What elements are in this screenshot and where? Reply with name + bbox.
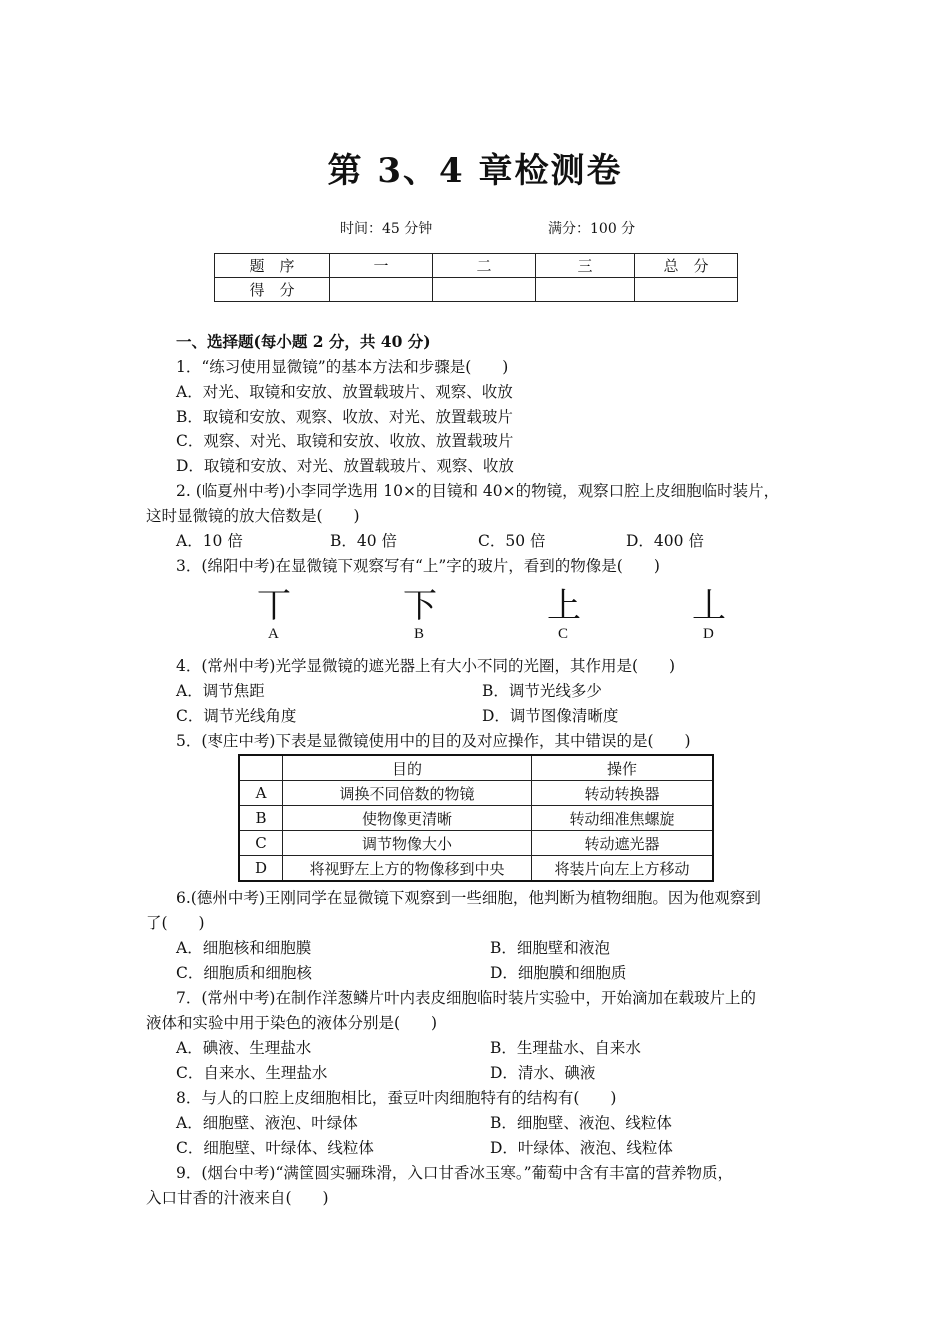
score-header-cell: 题 序	[215, 254, 330, 278]
option: B．细胞壁、液泡、线粒体	[490, 1114, 672, 1132]
table-row	[239, 856, 713, 882]
table-cell: C	[239, 831, 283, 856]
option: B．调节光线多少	[482, 682, 602, 700]
option: B．40 倍	[330, 532, 398, 550]
table-header-cell: 目的	[283, 755, 532, 781]
question-stem-cont: 这时显微镜的放大倍数是( )	[146, 507, 360, 525]
option: A．对光、取镜和安放、放置载玻片、观察、收放	[176, 383, 513, 401]
glyph-label: A	[268, 626, 279, 642]
option: B．生理盐水、自来水	[490, 1039, 641, 1057]
table-cell: 调换不同倍数的物镜	[283, 781, 532, 806]
table-header-cell: 操作	[532, 755, 714, 781]
glyph-option-b: 下	[403, 586, 437, 626]
score-table	[214, 253, 738, 302]
table-header-cell	[239, 755, 283, 781]
table-cell: 调节物像大小	[283, 831, 532, 856]
score-row-label: 得 分	[215, 278, 330, 302]
table-row	[239, 806, 713, 831]
table-cell: 将视野左上方的物像移到中央	[283, 856, 532, 882]
table-cell: D	[239, 856, 283, 882]
score-cell[interactable]	[433, 278, 536, 302]
option: A．碘液、生理盐水	[176, 1039, 312, 1057]
score-header-cell: 二	[433, 254, 536, 278]
option: D．400 倍	[626, 532, 704, 550]
option: A．10 倍	[176, 532, 243, 550]
option: A．调节焦距	[176, 682, 265, 700]
table-cell: 转动细准焦螺旋	[532, 806, 714, 831]
glyph-option-a: 丅	[257, 586, 291, 626]
score-header-cell: 三	[536, 254, 635, 278]
page-title: 第 3、4 章检测卷	[327, 151, 623, 191]
option: C．观察、对光、取镜和安放、收放、放置载玻片	[176, 432, 514, 450]
question-stem: 3．(绵阳中考)在显微镜下观察写有“上”字的玻片，看到的物像是( )	[176, 557, 660, 575]
option: D．叶绿体、液泡、线粒体	[490, 1139, 673, 1157]
table-cell: 转动遮光器	[532, 831, 714, 856]
glyph-option-d: 丄	[692, 586, 726, 626]
table-cell: 将装片向左上方移动	[532, 856, 714, 882]
table-cell: A	[239, 781, 283, 806]
option: C．调节光线角度	[176, 707, 297, 725]
question-stem: 8．与人的口腔上皮细胞相比，蚕豆叶肉细胞特有的结构有( )	[176, 1089, 617, 1107]
table-row	[239, 781, 713, 806]
option: C．细胞质和细胞核	[176, 964, 312, 982]
question-stem: 9．(烟台中考)“满筐圆实骊珠滑，入口甘香冰玉寒。”葡萄中含有丰富的营养物质，	[176, 1164, 734, 1182]
table-cell: B	[239, 806, 283, 831]
question-stem-cont: 液体和实验中用于染色的液体分别是( )	[146, 1014, 438, 1032]
question-stem: 5．(枣庄中考)下表是显微镜使用中的目的及对应操作，其中错误的是( )	[176, 732, 691, 750]
question-stem: 2. (临夏州中考)小李同学选用 10×的目镜和 40×的物镜，观察口腔上皮细胞临时装片，	[176, 482, 780, 500]
option: D．取镜和安放、对光、放置载玻片、观察、收放	[176, 457, 514, 475]
option: D．细胞膜和细胞质	[490, 964, 627, 982]
question-stem: 6.(德州中考)王刚同学在显微镜下观察到一些细胞，他判断为植物细胞。因为他观察到	[176, 889, 761, 907]
table-cell: 使物像更清晰	[283, 806, 532, 831]
option: B．取镜和安放、观察、收放、对光、放置载玻片	[176, 408, 513, 426]
score-header-cell: 总 分	[635, 254, 738, 278]
option: B．细胞壁和液泡	[490, 939, 610, 957]
score-cell[interactable]	[635, 278, 738, 302]
score-cell[interactable]	[330, 278, 433, 302]
table-row	[239, 831, 713, 856]
question-stem-cont: 入口甘香的汁液来自( )	[146, 1189, 329, 1207]
glyph-label: C	[558, 626, 569, 642]
option: A．细胞核和细胞膜	[176, 939, 312, 957]
option: C．细胞壁、叶绿体、线粒体	[176, 1139, 374, 1157]
question-stem: 4．(常州中考)光学显微镜的遮光器上有大小不同的光圈，其作用是( )	[176, 657, 676, 675]
glyph-option-c: 上	[547, 586, 581, 626]
exam-time: 时间：45 分钟	[340, 221, 433, 237]
operations-table	[238, 754, 714, 882]
option: C．自来水、生理盐水	[176, 1064, 328, 1082]
score-header-cell: 一	[330, 254, 433, 278]
question-stem: 7．(常州中考)在制作洋葱鳞片叶内表皮细胞临时装片实验中，开始滴加在载玻片上的	[176, 989, 756, 1007]
full-score: 满分：100 分	[548, 221, 636, 237]
score-cell[interactable]	[536, 278, 635, 302]
option: D．清水、碘液	[490, 1064, 596, 1082]
table-cell: 转动转换器	[532, 781, 714, 806]
question-stem: 1．“练习使用显微镜”的基本方法和步骤是( )	[176, 358, 509, 376]
option: A．细胞壁、液泡、叶绿体	[176, 1114, 358, 1132]
section-heading: 一、选择题(每小题 2 分，共 40 分)	[176, 332, 431, 351]
question-stem-cont: 了( )	[146, 914, 205, 932]
glyph-label: D	[703, 626, 714, 642]
glyph-label: B	[414, 626, 425, 642]
option: D．调节图像清晰度	[482, 707, 619, 725]
option: C．50 倍	[478, 532, 546, 550]
